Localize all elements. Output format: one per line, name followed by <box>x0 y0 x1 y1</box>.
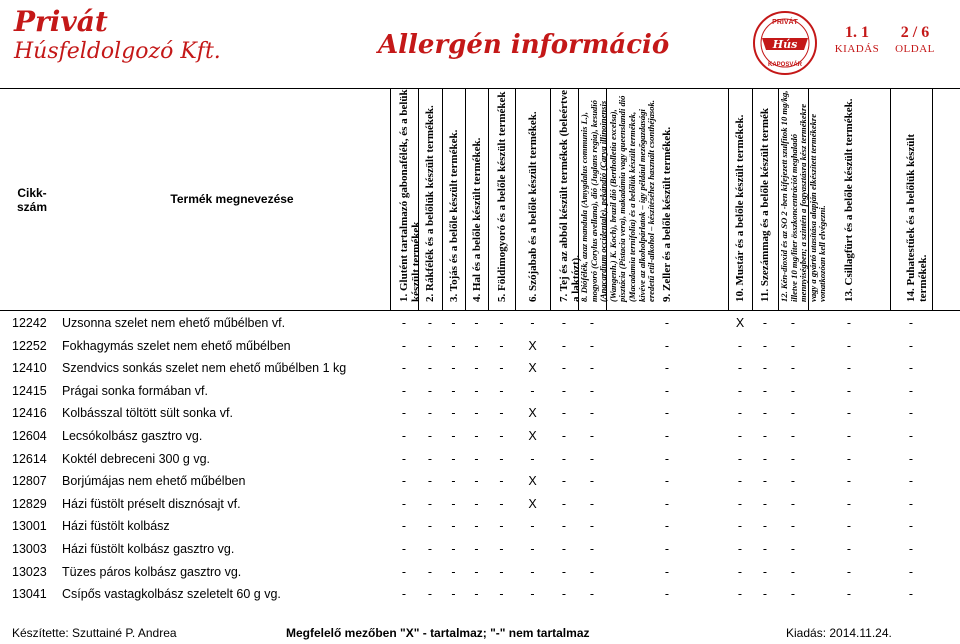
allergen-mark: - <box>589 474 595 489</box>
allergen-mark: - <box>790 519 796 534</box>
allergen-header-7 <box>550 88 582 310</box>
allergen-mark: - <box>846 587 852 602</box>
allergen-mark: - <box>401 361 407 376</box>
allergen-mark: - <box>589 361 595 376</box>
allergen-mark: X <box>528 406 537 421</box>
company-seal-logo <box>752 10 818 76</box>
allergen-mark: - <box>908 542 914 556</box>
allergen-header-6 <box>515 88 550 310</box>
allergen-mark: - <box>908 564 914 579</box>
allergen-header-label: 1. Glutént tartalmazó gabonafélék, és a belük készült termékek <box>398 89 422 302</box>
allergen-header-5 <box>488 88 515 310</box>
allergen-mark: - <box>790 564 796 579</box>
allergen-mark: - <box>908 361 914 376</box>
company-name: Privát <box>14 5 108 38</box>
allergen-mark: - <box>401 406 407 421</box>
allergen-mark: - <box>737 587 743 602</box>
allergen-mark: - <box>664 451 670 466</box>
product-name: Házi füstölt préselt disznósajt vf. <box>62 496 241 511</box>
allergen-header-label: 2. Rákfélék és a belőlük készült termékek. <box>424 105 436 302</box>
allergen-mark: - <box>846 451 852 466</box>
allergen-mark: - <box>474 429 479 443</box>
allergen-mark: - <box>474 474 479 489</box>
page-info <box>870 24 960 56</box>
allergen-mark: - <box>499 316 504 330</box>
allergen-mark: - <box>737 542 743 556</box>
issue-date-text: Kiadás: 2014.11.24. <box>786 626 892 640</box>
product-code: 12829 <box>12 496 47 511</box>
table-row <box>0 312 960 334</box>
legend-text: Megfelelő mezőben "X" - tartalmaz; "-" nem tartalmaz <box>286 626 590 640</box>
product-code: 12252 <box>12 338 47 353</box>
allergen-mark: - <box>451 361 456 376</box>
product-code: 13003 <box>12 542 47 556</box>
code-column-header: Cikk- szám <box>16 186 48 214</box>
allergen-mark: - <box>737 429 743 443</box>
allergen-mark: - <box>401 338 407 353</box>
document-header <box>0 0 960 84</box>
allergen-header-10 <box>728 88 752 310</box>
allergen-mark: - <box>737 519 743 534</box>
product-name: Tüzes páros kolbász gasztro vg. <box>62 564 242 579</box>
allergen-mark: - <box>427 383 433 398</box>
allergen-mark: - <box>401 451 407 466</box>
allergen-mark: - <box>499 406 504 421</box>
allergen-mark: - <box>762 316 768 330</box>
allergen-header-label: 11. Szezámmag és a belőle készült termék <box>759 108 771 302</box>
table-row <box>0 335 960 357</box>
allergen-mark: - <box>530 519 535 534</box>
allergen-mark: X <box>528 361 537 376</box>
allergen-mark: - <box>846 429 852 443</box>
allergen-mark: - <box>737 361 743 376</box>
allergen-mark: - <box>451 406 456 421</box>
allergen-mark: - <box>474 496 479 511</box>
allergen-mark: - <box>846 406 852 421</box>
issue-label: KIADÁS <box>834 43 880 55</box>
allergen-mark: - <box>401 474 407 489</box>
allergen-mark: - <box>499 361 504 376</box>
author-text: Készítette: Szuttainé P. Andrea <box>12 626 177 640</box>
allergen-mark: - <box>846 361 852 376</box>
allergen-mark: X <box>528 474 537 489</box>
allergen-mark: - <box>474 406 479 421</box>
allergen-mark: - <box>401 519 407 534</box>
allergen-mark: - <box>561 474 567 489</box>
product-code: 13041 <box>12 587 47 602</box>
allergen-mark: - <box>664 429 670 443</box>
allergen-header-label: 12. Kén-dioxid és az SO 2 -ben kifejezett szulfitok 10 mg/kg, illetve 10 mg/liter összkoncentrációt meghaladó mennyiségben; a szintén a fogyasztásra kész termékekre vagy a gyártó utasítása alapján elkészített termékekre vonatkozóan kell elvégezni. <box>779 90 828 302</box>
allergen-mark: - <box>427 587 433 602</box>
allergen-mark: - <box>664 519 670 534</box>
allergen-mark: - <box>762 564 768 579</box>
svg-text:Hús: Hús <box>772 38 798 51</box>
table-row <box>0 448 960 470</box>
table-row <box>0 538 960 560</box>
allergen-mark: - <box>427 474 433 489</box>
allergen-mark: - <box>762 406 768 421</box>
allergen-mark: - <box>589 451 595 466</box>
table-row <box>0 493 960 515</box>
allergen-mark: - <box>846 564 852 579</box>
allergen-mark: - <box>427 496 433 511</box>
allergen-header-1 <box>390 88 422 310</box>
allergen-mark: - <box>762 361 768 376</box>
grid-divider <box>0 310 960 311</box>
allergen-mark: - <box>846 474 852 489</box>
allergen-mark: - <box>530 587 535 602</box>
allergen-mark: - <box>451 564 456 579</box>
product-name: Koktél debreceni 300 g vg. <box>62 451 211 466</box>
allergen-mark: - <box>790 361 796 376</box>
allergen-mark: - <box>451 587 456 602</box>
allergen-mark: - <box>762 587 768 602</box>
allergen-mark: - <box>474 542 479 556</box>
allergen-header-label: 4. Hal és a belőle készült termékek. <box>470 137 483 302</box>
allergen-mark: - <box>530 542 535 556</box>
allergen-mark: - <box>762 383 768 398</box>
issue-value: 1. 1 <box>845 24 869 41</box>
allergen-mark: - <box>790 429 796 443</box>
product-code: 13001 <box>12 519 47 534</box>
allergen-mark: - <box>427 316 433 330</box>
allergen-mark: - <box>790 383 796 398</box>
allergen-header-label: 8. Diófélék, azaz mandula (Amygdalus communis L.), mogyoró (Corylus avellana), dió (Juglans regia), kesudió (Anacardium occidentale), pekándió (Carya illinoinensis (Wangenh.) K. Koch), brazil dió (Bertholletia excelsa), pisztácia (Pistacia vera), makadámia vagy queenslandi dió (Macadamia ternifolia) és a belőlük készült termékek, kivéve az alkoholpárlatok – így például mezőgazdasági eredetű etil-alkohol – készítéséhez használt csonthéjasok. <box>579 95 657 302</box>
allergen-mark: - <box>790 542 796 556</box>
allergen-mark: - <box>561 338 567 353</box>
allergen-mark: - <box>762 519 768 534</box>
product-code: 12410 <box>12 361 47 376</box>
allergen-mark: - <box>664 542 670 556</box>
allergen-mark: - <box>762 429 768 443</box>
allergen-mark: - <box>737 496 743 511</box>
allergen-mark: - <box>451 338 456 353</box>
product-name: Borjúmájas nem ehető műbélben <box>62 474 246 489</box>
allergen-mark: - <box>908 587 914 602</box>
product-name: Szendvics sonkás szelet nem ehető műbélben 1 kg <box>62 361 347 376</box>
allergen-header-12 <box>778 88 828 310</box>
allergen-header-11 <box>752 88 778 310</box>
allergen-mark: - <box>427 429 433 443</box>
allergen-mark: - <box>561 316 567 330</box>
allergen-mark: - <box>908 451 914 466</box>
allergen-mark: - <box>499 542 504 556</box>
allergen-mark: - <box>737 338 743 353</box>
allergen-mark: - <box>561 564 567 579</box>
allergen-mark: - <box>589 406 595 421</box>
allergen-mark: - <box>762 496 768 511</box>
allergen-mark: - <box>790 474 796 489</box>
allergen-mark: X <box>528 338 537 353</box>
product-name: Házi füstölt kolbász <box>62 519 170 534</box>
product-name: Prágai sonka formában vf. <box>62 383 208 398</box>
allergen-mark: - <box>451 383 456 398</box>
allergen-mark: - <box>561 542 567 556</box>
product-name: Házi füstölt kolbász gasztro vg. <box>62 542 235 556</box>
svg-text:PRIVÁT: PRIVÁT <box>772 19 798 26</box>
allergen-mark: - <box>561 587 567 602</box>
allergen-header-label: 3. Tojás és a belőle készült termékek. <box>447 129 460 302</box>
table-row <box>0 515 960 537</box>
allergen-mark: - <box>530 383 535 398</box>
allergen-mark: - <box>790 451 796 466</box>
document-title: Allergén információ <box>378 30 670 60</box>
allergen-mark: - <box>427 519 433 534</box>
product-code: 12416 <box>12 406 47 421</box>
allergen-mark: - <box>762 338 768 353</box>
allergen-header-8 <box>578 88 657 310</box>
allergen-mark: - <box>737 383 743 398</box>
allergen-mark: - <box>737 451 743 466</box>
allergen-mark: - <box>499 429 504 443</box>
allergen-header-label: 13. Csillagfürt és a belőle készült termékek. <box>843 98 855 302</box>
product-code: 12807 <box>12 474 47 489</box>
product-code: 13023 <box>12 564 47 579</box>
allergen-mark: - <box>737 474 743 489</box>
page-value: 2 / 6 <box>900 24 930 41</box>
allergen-mark: - <box>790 496 796 511</box>
allergen-mark: - <box>451 474 456 489</box>
allergen-mark: - <box>499 338 504 353</box>
allergen-mark: - <box>530 316 535 330</box>
product-name: Kolbásszal töltött sült sonka vf. <box>62 406 233 421</box>
document-footer <box>0 626 960 644</box>
allergen-mark: - <box>664 406 670 421</box>
allergen-mark: - <box>762 451 768 466</box>
allergen-mark: - <box>589 564 595 579</box>
allergen-mark: - <box>474 383 479 398</box>
allergen-header-label: 14. Puhatestűek és a belőlük készült termékek. <box>905 133 929 302</box>
allergen-mark: - <box>561 429 567 443</box>
allergen-mark: - <box>908 474 914 489</box>
product-code: 12415 <box>12 383 47 398</box>
allergen-mark: - <box>908 406 914 421</box>
product-code: 12242 <box>12 316 47 330</box>
allergen-mark: - <box>561 361 567 376</box>
allergen-mark: - <box>908 316 914 330</box>
allergen-mark: - <box>401 383 407 398</box>
allergen-header-label: 10. Mustár és a belőle készült termékek. <box>734 114 746 302</box>
allergen-mark: - <box>908 519 914 534</box>
allergen-header-label: 9. Zeller és a belőle készült termékek. <box>661 126 673 302</box>
page-label: OLDAL <box>895 43 935 55</box>
allergen-mark: - <box>664 361 670 376</box>
product-code: 12614 <box>12 451 47 466</box>
allergen-mark: - <box>401 564 407 579</box>
allergen-mark: - <box>401 496 407 511</box>
allergen-mark: - <box>846 338 852 353</box>
allergen-header-2 <box>418 88 442 310</box>
allergen-mark: - <box>908 338 914 353</box>
allergen-mark: - <box>474 451 479 466</box>
allergen-mark: - <box>589 316 595 330</box>
allergen-mark: - <box>846 383 852 398</box>
allergen-mark: - <box>499 587 504 602</box>
svg-text:KAPOSVÁR: KAPOSVÁR <box>767 62 803 68</box>
allergen-mark: - <box>474 316 479 330</box>
allergen-mark: - <box>664 338 670 353</box>
allergen-header-label: 5. Földimogyoró és a belőle készült termékek <box>495 91 508 302</box>
table-row <box>0 561 960 583</box>
allergen-mark: - <box>474 564 479 579</box>
allergen-mark: - <box>664 383 670 398</box>
allergen-mark: - <box>451 519 456 534</box>
allergen-mark: - <box>474 361 479 376</box>
allergen-header-13 <box>808 88 890 310</box>
allergen-mark: - <box>474 519 479 534</box>
allergen-mark: - <box>499 564 504 579</box>
allergen-mark: - <box>499 474 504 489</box>
allergen-mark: - <box>589 519 595 534</box>
allergen-mark: - <box>790 406 796 421</box>
allergen-mark: - <box>908 429 914 443</box>
allergen-mark: - <box>561 496 567 511</box>
allergen-mark: - <box>561 383 567 398</box>
allergen-mark: - <box>451 542 456 556</box>
allergen-header-3 <box>442 88 465 310</box>
allergen-mark: - <box>664 587 670 602</box>
allergen-mark: - <box>530 451 535 466</box>
company-brand <box>14 6 221 66</box>
allergen-mark: - <box>427 406 433 421</box>
allergen-mark: - <box>908 383 914 398</box>
allergen-mark: - <box>499 451 504 466</box>
table-row <box>0 425 960 447</box>
allergen-mark: - <box>427 564 433 579</box>
allergen-mark: - <box>561 519 567 534</box>
allergen-mark: - <box>401 542 407 556</box>
table-row <box>0 470 960 492</box>
allergen-mark: - <box>589 383 595 398</box>
allergen-mark: - <box>499 519 504 534</box>
allergen-mark: - <box>589 542 595 556</box>
product-name: Fokhagymás szelet nem ehető műbélben <box>62 338 291 353</box>
allergen-mark: - <box>474 338 479 353</box>
allergen-mark: - <box>908 496 914 511</box>
allergen-mark: - <box>401 587 407 602</box>
allergen-mark: - <box>846 519 852 534</box>
allergen-mark: - <box>664 474 670 489</box>
allergen-header-label: 7. Tej és az abból készült termékek (beleértve a laktózt). <box>558 89 582 302</box>
allergen-mark: - <box>530 564 535 579</box>
allergen-mark: - <box>737 406 743 421</box>
allergen-mark: - <box>427 542 433 556</box>
allergen-mark: - <box>561 406 567 421</box>
product-name: Csípős vastagkolbász szeletelt 60 g vg. <box>62 587 281 602</box>
allergen-mark: - <box>664 564 670 579</box>
allergen-mark: X <box>528 496 537 511</box>
allergen-mark: - <box>846 542 852 556</box>
table-row <box>0 380 960 402</box>
allergen-header-14 <box>890 88 932 310</box>
allergen-mark: - <box>427 451 433 466</box>
allergen-mark: - <box>589 496 595 511</box>
allergen-mark: - <box>427 338 433 353</box>
allergen-mark: - <box>737 564 743 579</box>
allergen-mark: - <box>451 316 456 330</box>
allergen-mark: - <box>846 496 852 511</box>
allergen-mark: - <box>474 587 479 602</box>
allergen-mark: - <box>451 451 456 466</box>
allergen-mark: - <box>664 496 670 511</box>
product-name: Uzsonna szelet nem ehető műbélben vf. <box>62 316 286 330</box>
allergen-mark: - <box>846 316 852 330</box>
company-subtitle: Húsfeldolgozó Kft. <box>14 39 221 64</box>
allergen-mark: - <box>589 429 595 443</box>
table-row <box>0 357 960 379</box>
allergen-mark: - <box>762 542 768 556</box>
allergen-mark: - <box>790 316 796 330</box>
allergen-mark: - <box>589 338 595 353</box>
allergen-mark: - <box>790 587 796 602</box>
allergen-mark: - <box>664 316 670 330</box>
allergen-mark: - <box>561 451 567 466</box>
allergen-mark: X <box>528 429 537 443</box>
allergen-header-label: 6. Szójabab és a belőle készült termékek. <box>526 111 539 302</box>
allergen-mark: X <box>735 316 745 330</box>
allergen-mark: - <box>451 429 456 443</box>
allergen-mark: - <box>790 338 796 353</box>
allergen-mark: - <box>589 587 595 602</box>
product-code: 12604 <box>12 429 47 443</box>
allergen-header-9 <box>606 88 728 310</box>
allergen-mark: - <box>499 496 504 511</box>
name-column-header: Termék megnevezése <box>170 192 294 206</box>
product-name: Lecsókolbász gasztro vg. <box>62 429 203 443</box>
allergen-header-4 <box>465 88 488 310</box>
allergen-mark: - <box>499 383 504 398</box>
allergen-mark: - <box>401 429 407 443</box>
allergen-mark: - <box>451 496 456 511</box>
table-row <box>0 583 960 605</box>
allergen-mark: - <box>401 316 407 330</box>
allergen-mark: - <box>427 361 433 376</box>
allergen-mark: - <box>762 474 768 489</box>
table-row <box>0 402 960 424</box>
